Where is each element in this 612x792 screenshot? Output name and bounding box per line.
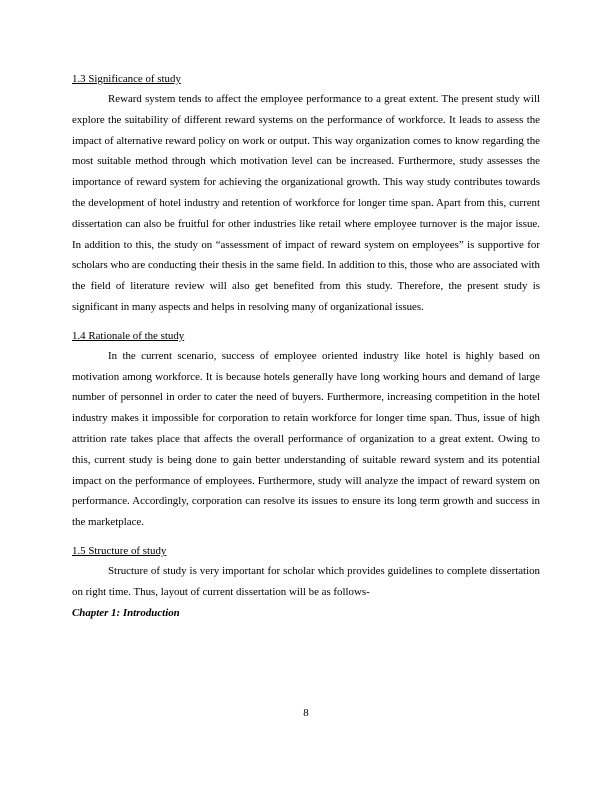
section-heading-rationale: 1.4 Rationale of the study xyxy=(72,329,185,342)
section-heading-significance: 1.3 Significance of study xyxy=(72,73,181,85)
section-gap xyxy=(72,533,540,543)
section-gap xyxy=(72,318,540,328)
paragraph-significance: Reward system tends to affect the employee performance to a great extent. The present study will explore the suitability of different reward systems on the performance of workforce. It leads to assess the impact of alternative reward policy on work or output. This way organization comes to know regarding the most suitable method through which motivation level can be increased. Furthermore, study assesses the importance of reward system for achieving the organizational growth. This way study contributes towards the development of hotel industry and retention of workforce for longer time span. Apart from this, current dissertation can also be fruitful for other industries like retail where employee turnover is the major issue. In addition to this, the study on “assessment of impact of reward system on employees” is supportive for scholars who are conducting their thesis in the same field. In addition to this, those who are associated with the field of literature review will also get benefited from this study. Therefore, the present study is significant in many aspects and helps in resolving many of organizational issues. xyxy=(72,93,540,313)
paragraph-structure: Structure of study is very important for scholar which provides guidelines to complete dissertation on right time. Thus, layout of current dissertation will be as follows- xyxy=(72,564,540,598)
paragraph-rationale: In the current scenario, success of employee oriented industry like hotel is highly based on motivation among workforce. It is because hotels generally have long working hours and demand of large number of personnel in order to cater the need of buyers. Furthermore, increasing competition in the hotel industry makes it impossible for corporation to retain workforce for longer time span. Thus, issue of high attrition rate takes place that affects the overall performance of organization to a great extent. Owing to this, current study is being done to gain better understanding of suitable reward system and its potential impact on the performance of employees. Furthermore, study will analyze the impact of reward system on performance. Accordingly, corporation can resolve its issues to ensure its long term growth and success in the marketplace. xyxy=(72,349,540,529)
chapter-subheading: Chapter 1: Introduction xyxy=(72,606,180,619)
page-body xyxy=(72,71,540,621)
page-number: 8 xyxy=(303,707,309,719)
section-heading-structure: 1.5 Structure of study xyxy=(72,544,167,557)
